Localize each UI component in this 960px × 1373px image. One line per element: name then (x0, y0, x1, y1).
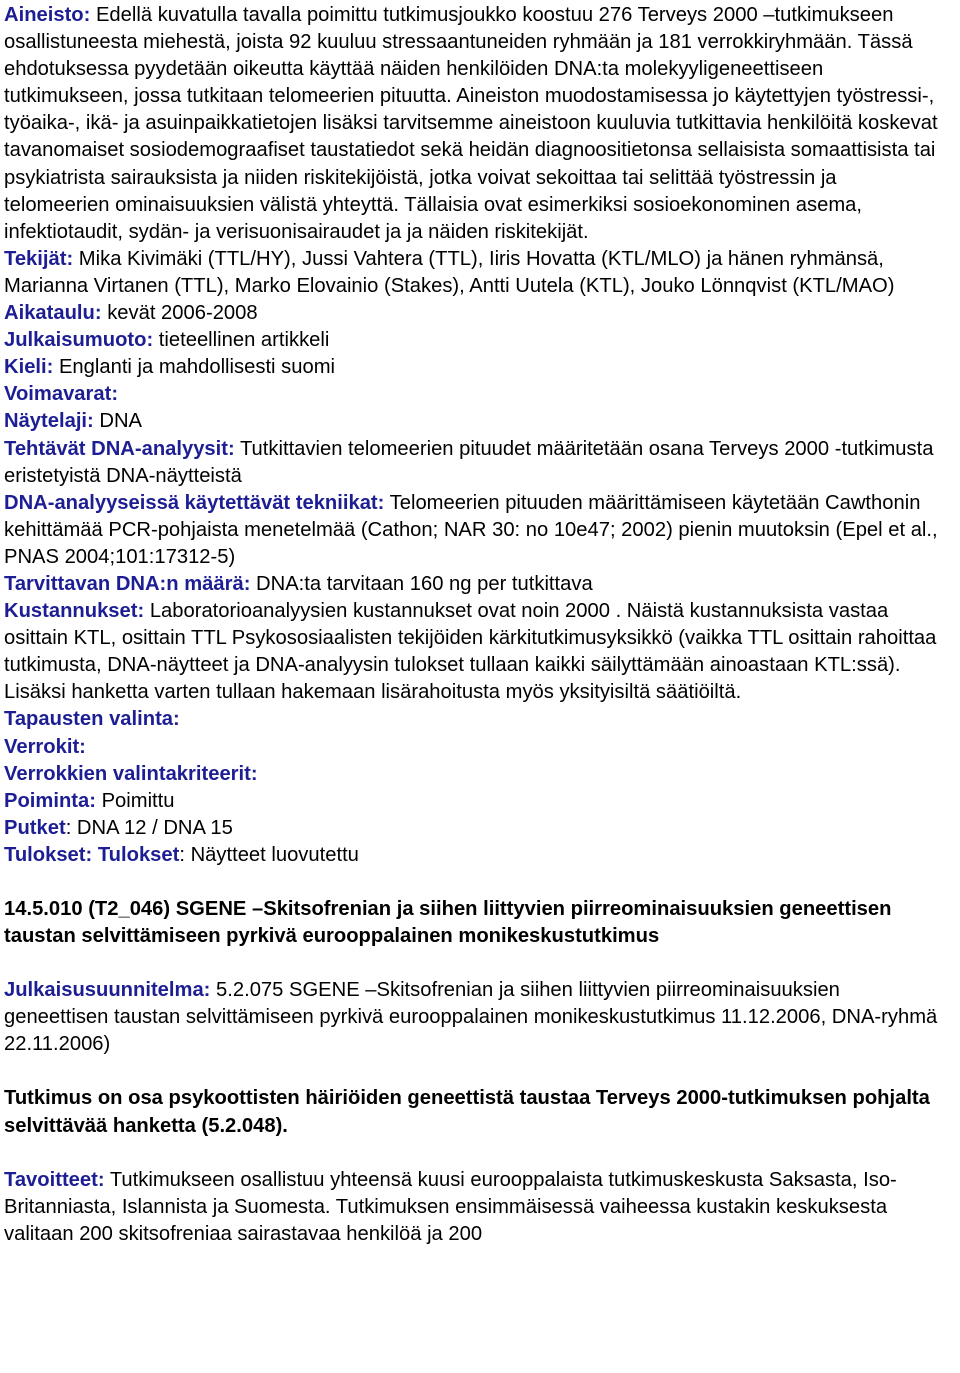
aikataulu-text: kevät 2006-2008 (101, 302, 258, 325)
tehtavat-paragraph (4, 436, 942, 490)
julkaisusuunnitelma-paragraph (4, 977, 942, 1058)
spacer (0, 869, 960, 896)
tekijat-label: Tekijät: (4, 247, 74, 270)
kustannukset-text: Laboratorioanalyysien kustannukset ovat noin 2000 . Näistä kustannuksista vastaa osittain KTL, osittain TTL Psykososiaalisten tekijöiden kärkitutkimusyksikkö (vaikka TTL osittain rahoittaa tutkimusta, DNA-näytteet ja DNA-analyysin tulokset tullaan kaikki säilyttämään ainoastaan KTL:ssä). Lisäksi hanketta varten tullaan hakemaan lisärahoitusta myös yksityisiltä säätiöiltä. (4, 600, 937, 704)
tekniikat-label: DNA-analyyseissä käytettävät tekniikat: (4, 491, 385, 514)
putket-label: Putket (4, 816, 66, 839)
spacer (0, 950, 960, 977)
tavoitteet-text: Tutkimukseen osallistuu yhteensä kuusi eurooppalaista tutkimuskeskusta Saksasta, Iso-Britanniasta, Islannista ja Suomesta. Tutkimuksen ensimmäisessä vaiheessa kustakin keskuksesta valitaan 200 skitsofreniaa sairastavaa henkilöä ja 200 (4, 1168, 897, 1245)
tulokset-label-2: Tulokset (92, 843, 180, 866)
tulokset-label: Tulokset: (4, 843, 93, 866)
naytelaji-label: Näytelaji: (4, 410, 94, 433)
maara-text: DNA:ta tarvitaan 160 ng per tutkittava (250, 572, 593, 595)
tapausten-label: Tapausten valinta: (4, 708, 180, 731)
tehtavat-label: Tehtävät DNA-analyysit: (4, 437, 235, 460)
aikataulu-line (4, 300, 942, 327)
kieli-line (4, 354, 942, 381)
tavoitteet-paragraph (4, 1167, 942, 1248)
section-heading-psykoottiset: Tutkimus on osa psykoottisten häiriöiden geneettistä taustaa Terveys 2000-tutkimuksen pohjalta selvittävää hanketta (5.2.048). (4, 1087, 930, 1137)
poiminta-line (4, 788, 942, 815)
julkaisusuunnitelma-text: 5.2.075 SGENE –Skitsofrenian ja siihen liittyvien piirreominaisuuksien geneettisen taustan selvittämiseen pyrkivä eurooppalainen monikeskustutkimus 11.12.2006, DNA-ryhmä 22.11.2006) (4, 979, 938, 1056)
kieli-text: Englanti ja mahdollisesti suomi (53, 356, 335, 379)
kriteerit-label: Verrokkien valintakriteerit: (4, 762, 258, 785)
tavoitteet-label: Tavoitteet: (4, 1168, 105, 1191)
verrokit-line (4, 734, 942, 761)
section-heading-sgene: 14.5.010 (T2_046) SGENE –Skitsofrenian ja siihen liittyvien piirreominaisuuksien geneettisen taustan selvittämiseen pyrkivä eurooppalainen monikeskustutkimus (4, 898, 892, 948)
tekijat-paragraph (4, 246, 942, 300)
voimavarat-line (4, 381, 942, 408)
tulokset-text: : Näytteet luovutettu (179, 843, 359, 866)
putket-text: : DNA 12 / DNA 15 (65, 816, 233, 839)
julkaisumuoto-text: tieteellinen artikkeli (153, 329, 330, 352)
julkaisumuoto-label: Julkaisumuoto: (4, 329, 154, 352)
poiminta-label: Poiminta: (4, 789, 96, 812)
maara-line (4, 571, 942, 598)
kustannukset-paragraph (4, 598, 942, 706)
kustannukset-label: Kustannukset: (4, 600, 145, 623)
tekniikat-paragraph (4, 490, 942, 571)
aineisto-text: Edellä kuvatulla tavalla poimittu tutkimusjoukko koostuu 276 Terveys 2000 –tutkimukseen osallistuneesta miehestä, joista 92 kuuluu stressaantuneiden ryhmään ja 181 verrokkiryhmään. Tässä ehdotuksessa pyydetään oikeutta käyttää näiden henkilöiden DNA:ta molekyyligeneettiseen tutkimukseen, jossa tutkitaan telomeerien pituutta. Aineiston muodostamisessa jo käytettyjen työstressi-, työaika-, ikä- ja asuinpaikkatietojen lisäksi tarvitsemme aineistoon kuuluvia tutkittavia henkilöitä koskevat tavanomaiset sosiodemograafiset taustatiedot sekä heidän diagnoositietonsa sellaisista somaattisista tai psykiatrista sairauksista ja niiden riskitekijöistä, jotka voivat sekoittaa tai selittää työstressin ja telomeerien ominaisuuksien välistä yhteyttä. Tällaisia ovat esimerkiksi sosioekonominen asema, infektiotaudit, sydän- ja verisuonisairaudet ja ja näiden riskitekijät. (4, 4, 938, 243)
verrokit-label: Verrokit: (4, 735, 86, 758)
naytelaji-line (4, 408, 942, 435)
poiminta-text: Poimittu (95, 789, 175, 812)
voimavarat-label: Voimavarat: (4, 383, 119, 406)
spacer (0, 1058, 960, 1085)
kriteerit-line (4, 761, 942, 788)
aikataulu-label: Aikataulu: (4, 302, 102, 325)
naytelaji-text: DNA (93, 410, 142, 433)
julkaisumuoto-line (4, 327, 942, 354)
putket-line (4, 815, 942, 842)
aineisto-paragraph (4, 2, 942, 246)
julkaisusuunnitelma-label: Julkaisusuunnitelma: (4, 979, 211, 1002)
tulokset-line (4, 842, 942, 869)
spacer (0, 1140, 960, 1167)
tehtavat-text: Tutkittavien telomeerien pituudet määritetään osana Terveys 2000 -tutkimusta eristetyistä DNA-näytteistä (4, 437, 934, 487)
tapausten-line (4, 706, 942, 733)
tekijat-text: Mika Kivimäki (TTL/HY), Jussi Vahtera (TTL), Iiris Hovatta (KTL/MLO) ja hänen ryhmänsä, Marianna Virtanen (TTL), Marko Elovainio (Stakes), Antti Uutela (KTL), Jouko Lönnqvist (KTL/MAO) (4, 247, 895, 297)
kieli-label: Kieli: (4, 356, 54, 379)
tekniikat-text: Telomeerien pituuden määrittämiseen käytetään Cawthonin kehittämää PCR-pohjaista menetelmää (Cathon; NAR 30: no 10e47; 2002) pienin muutoksin (Epel et al., PNAS 2004;101:17312-5) (4, 491, 938, 568)
aineisto-label: Aineisto: (4, 4, 91, 26)
maara-label: Tarvittavan DNA:n määrä: (4, 572, 251, 595)
